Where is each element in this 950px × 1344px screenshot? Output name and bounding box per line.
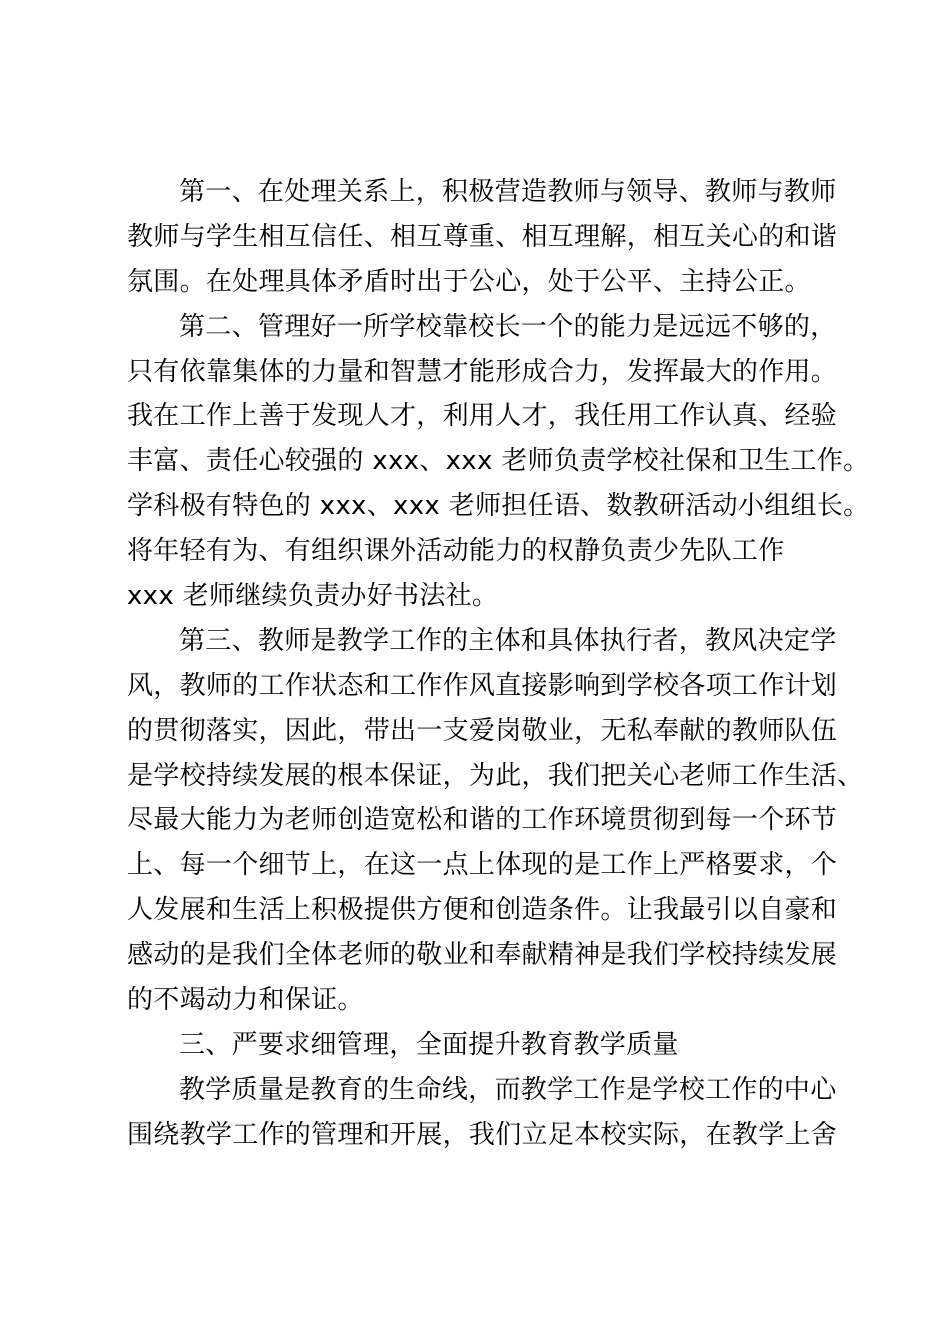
text-line: 第二、管理好一所学校靠校长一个的能力是远远不够的， xyxy=(179,311,837,342)
text-line: 教学质量是教育的生命线，而教学工作是学校工作的中心 xyxy=(179,1074,837,1105)
text-line: 第三、教师是教学工作的主体和具体执行者，教风决定学 xyxy=(179,625,837,656)
section-heading xyxy=(127,1023,847,1068)
paragraph-collective-management xyxy=(127,305,870,619)
heading-line: 三、严要求细管理，全面提升教育教学质量 xyxy=(179,1029,679,1060)
text-line: 只有依靠集体的力量和智慧才能形成合力，发挥最大的作用。 xyxy=(127,356,838,387)
text-line: 学科极有特色的 xxx、xxx 老师担任语、数教研活动小组组长。 xyxy=(127,491,870,522)
text-line: 上、每一个细节上，在这一点上体现的是工作上严格要求，个 xyxy=(127,850,838,881)
text-line: 氛围。在处理具体矛盾时出于公心，处于公平、主持公正。 xyxy=(127,266,811,297)
text-line: 丰富、责任心较强的 xxx、xxx 老师负责学校社保和卫生工作。 xyxy=(127,446,870,477)
text-line: 围绕教学工作的管理和开展，我们立足本校实际，在教学上舍 xyxy=(127,1119,838,1150)
paragraph-teaching-staff xyxy=(127,619,864,1023)
text-line: 将年轻有为、有组织课外活动能力的权静负责少先队工作 xyxy=(127,536,785,567)
text-line: 感动的是我们全体老师的敬业和奉献精神是我们学校持续发展 xyxy=(127,940,838,971)
text-line: 风，教师的工作状态和工作作风直接影响到学校各项工作计划 xyxy=(127,670,838,701)
text-line: 尽最大能力为老师创造宽松和谐的工作环境贯彻到每一个环节 xyxy=(127,805,838,836)
text-line: 的不竭动力和保证。 xyxy=(127,985,364,1016)
text-line: 我在工作上善于发现人才，利用人才，我任用工作认真、经验 xyxy=(127,401,838,432)
paragraph-teaching-quality xyxy=(127,1068,847,1158)
paragraph-relations xyxy=(127,170,847,305)
text-line: 第一、在处理关系上，积极营造教师与领导、教师与教师 xyxy=(179,177,837,207)
document-body xyxy=(127,170,870,1158)
text-line: 人发展和生活上积极提供方便和创造条件。让我最引以自豪和 xyxy=(127,895,838,926)
text-line: 教师与学生相互信任、相互尊重、相互理解，相互关心的和谐 xyxy=(127,221,838,252)
text-line: 是学校持续发展的根本保证，为此，我们把关心老师工作生活、 xyxy=(127,760,864,791)
text-line: xxx 老师继续负责办好书法社。 xyxy=(127,581,499,612)
text-line: 的贯彻落实，因此，带出一支爱岗敬业，无私奉献的教师队伍 xyxy=(127,715,838,746)
